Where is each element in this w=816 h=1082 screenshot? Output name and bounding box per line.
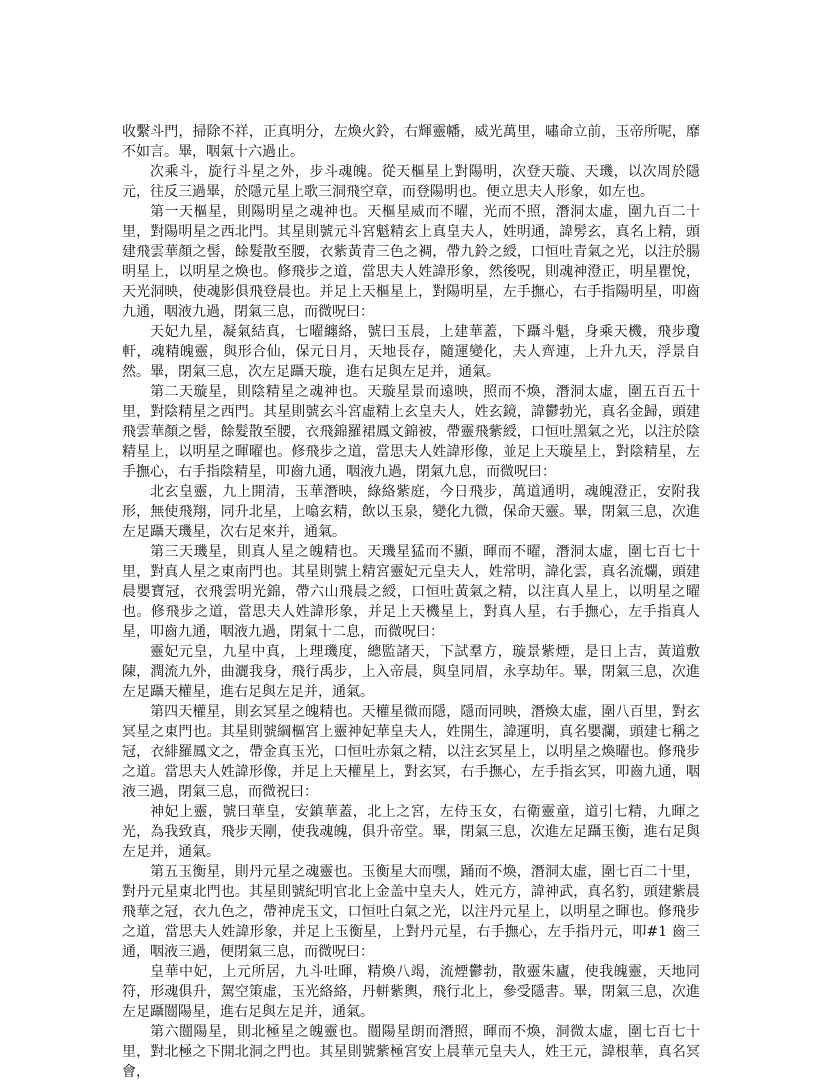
paragraph: 北玄皇靈，九上開清，玉華潛映，綠絡紫庭，今日飛步，萬道通明，魂魄澄正，安附我形，無使飛翔，同升北星，上噏玄精，飲以玉泉，變化九微，保命天靈。畢，閉氣三息，次進左足躡天璣星，次右足來并，通氣。: [122, 484, 700, 540]
paragraph: 靈妃元皇，九星中真，上理璣度，總監諸天，下試羣方，璇景紫煙，是日上吉，黃道敷陳，潤流九外，曲灑我身，飛行禹步，上入帝晨，與皇同眉，永享劫年。畢，閉氣三息，次進左足躡天權星，進右足與左足并，通氣。: [122, 644, 700, 700]
paragraph: 皇華中妃，上元所居，九斗吐暉，精煥八竭，流煙鬱勃，散靈朱廬，使我魄靈，天地同符，形魂俱升，駕空策虛，玉光絡絡，丹軿紫輿，飛行北上，參受隱書。畢，閉氣三息，次進左足躡闓陽星，進右足與左足并，通氣。: [122, 964, 700, 1020]
paragraph: 收繫斗門，掃除不祥，正真明分，左煥火鈴，右輝靈幡，威光萬里，嘯命立前，玉帝所呢，靡不如言。畢，咽氣十六過止。: [122, 124, 700, 160]
paragraph: 第三天璣星，則真人星之魄精也。天璣星猛而不顯，暉而不曜，潛洞太虛，圍七百七十里，對真人星之東南門也。其星則號上精宮靈妃元皇夫人，姓常明，諱化雲，真名流爛，頭建晨嬰寶冠，衣飛雲明光錦，帶六山飛晨之綬，口恒吐黃氣之精，以注真人星上，以明星之曜也。修飛步之道，當思夫人姓諱形象，并足上天機星上，對真人星，右手撫心，左手指真人星，叩齒九通，咽液九過，閉氣十二息，而微呪曰：: [122, 544, 700, 640]
paragraph: 天妃九星，凝氣結真，七曜纏絡，號曰玉晨，上建華蓋，下躡斗魁，身乘天機，飛步瓊軒，魂精魄靈，與形合仙，保元日月，天地長存，隨運變化，夫人齊連，上升九天，浮景自然。畢，閉氣三息，次左足躡天璇，進右足與左足并，通氣。: [122, 324, 700, 380]
paragraph: 神妃上靈，號曰華皇，安鎮華蓋，北上之宮，左侍玉女，右衛靈童，道引七精，九暉之光，為我致真，飛步天剛，使我魂魄，俱升帝堂。畢，閉氣三息，次進左足躡玉衡，進右足與左足并，通氣。: [122, 804, 700, 860]
paragraph: 第一天樞星，則陽明星之魂神也。天樞星威而不曜，光而不照，潛洞太虛，圍九百二十里，對陽明星之西北門。其星則號元斗宮魁精玄上真皇夫人，姓明通，諱髣玄，真名上精，頭建飛雲華顏之髻，餘髮散至腰，衣紫黃青三色之裯，帶九鈴之綬，口恒吐青氣之光，以注於腸明星上，以明星之煥也。修飛步之道，當思夫人姓諱形象，然後呪，則魂神澄正，明星瞿悅，天光洞映，使魂影俱飛登晨也。并足上天樞星上，對陽明星，左手撫心，右手指陽明星，叩齒九通，咽液九過，閉氣三息，而微呪曰：: [122, 204, 700, 320]
document-page: [122, 122, 700, 1082]
paragraph: 次乘斗，旋行斗星之外，步斗魂魄。從天樞星上對陽明，次登天璇、天璣，以次周於隱元，往反三過畢，於隱元星上歌三洞飛空章，而登陽明也。便立思夫人形象，如左也。: [122, 164, 700, 200]
paragraph: 第四天權星，則玄冥星之魄精也。天權星微而隱，隱而同映，潛煥太虛，圍八百里，對玄冥星之東門也。其星則號綱樞宮上靈神妃華皇夫人，姓開生，諱運明，真名嬰瀾，頭建七稱之冠，衣緋羅鳳文之，帶金真玉光，口恒吐赤氣之精，以注玄冥星上，以明星之煥曜也。修飛步之道。當思夫人姓諱形像，并足上天權星上，對玄冥，右手撫心，左手指玄冥，叩齒九通，咽液三過，閉氣三息，而微祝曰：: [122, 704, 700, 800]
paragraph: 第六闓陽星，則北極星之魄靈也。闓陽星朗而潛照，暉而不煥，洞微太虛，圍七百七十里，對北極之下開北洞之門也。其星則號紫極宮安上晨華元皇夫人，姓王元，諱根華，真名冥會，: [122, 1024, 700, 1080]
paragraph: 第二天璇星，則陰精星之魂神也。天璇星景而遠映，照而不煥，潛洞太虛，圍五百五十里，對陰精星之西門。其星則號玄斗宮虛精上玄皇夫人，姓玄鏡，諱鬱勃光，真名金歸，頭建飛雲華顏之髻，餘髮散至腰，衣飛錦羅裙鳳文錦被，帶靈飛紫綬，口恒吐黑氣之光，以注於陰精星上，以明星之暉曜也。修飛步之道，當思夫人姓諱形像，並足上天璇星上，對陰精星，左手撫心，右手指陰精星，叩齒九通，咽液九過，閉氣九息，而微呪曰：: [122, 384, 700, 480]
paragraph: 第五玉衡星，則丹元星之魂靈也。玉衡星大而嘿，踊而不煥，潛洞太虛，圍七百二十里，對丹元星東北門也。其星則號紀明官北上金盖中皇夫人，姓元方，諱神武，真名豹，頭建紫晨飛華之冠，衣九色之，帶神虎玉文，口恒吐白氣之光，以注丹元星上，以明星之暉也。修飛步之道，當思夫人姓諱形象，并足上玉衡星，上對丹元星，右手撫心，左手指丹元，叩#1 齒三通，咽液三過，便閉氣三息，而微呪曰：: [122, 864, 700, 960]
